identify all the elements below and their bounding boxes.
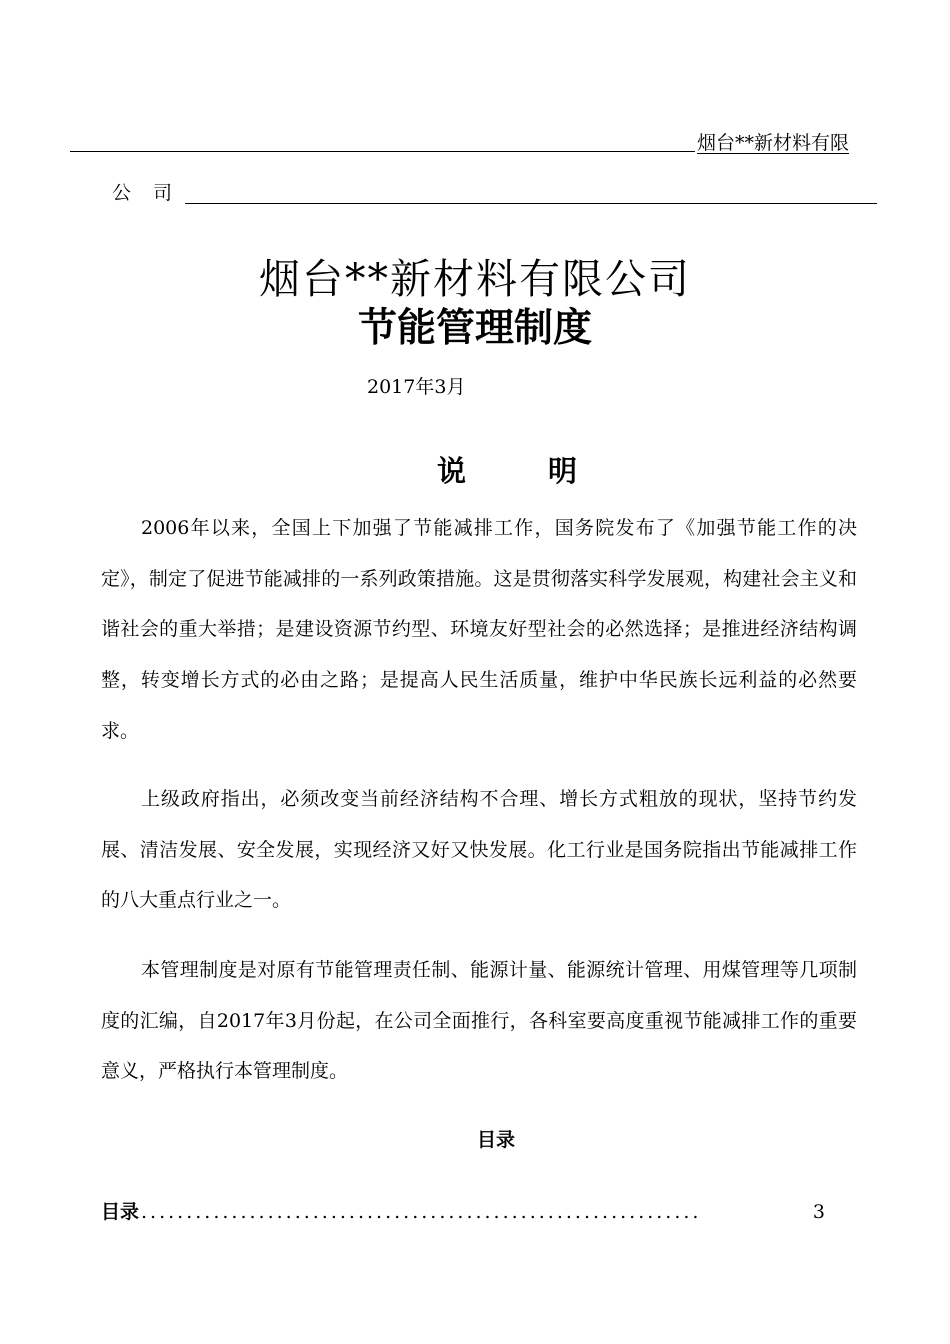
- running-header-company: 烟台**新材料有限: [697, 132, 850, 154]
- toc-entry-page-number: 3: [812, 1201, 825, 1223]
- toc-entry-label: 目录: [101, 1201, 140, 1223]
- document-title: 节能管理制度: [357, 306, 592, 351]
- body-paragraph: 本管理制度是对原有节能管理责任制、能源计量、能源统计管理、用煤管理等几项制度的汇编，自2017年3月份起，在公司全面推行，各科室要高度重视节能减排工作的重要意义，严格执行本管理制度。: [101, 959, 857, 1083]
- toc-entry[interactable]: [101, 1198, 825, 1226]
- document-date: 2017年3月: [367, 376, 466, 398]
- toc-entry-leader: ..............................................................: [141, 1201, 702, 1223]
- header-rule-top: [70, 151, 695, 152]
- section-heading: 说明: [437, 454, 660, 488]
- toc-heading: 目录: [476, 1129, 515, 1151]
- body-paragraph: 上级政府指出，必须改变当前经济结构不合理、增长方式粗放的现状，坚持节约发展、清洁发展、安全发展，实现经济又好又快发展。化工行业是国务院指出节能减排工作的八大重点行业之一。: [101, 788, 857, 912]
- header-rule-bottom: [185, 203, 877, 204]
- company-title: 烟台**新材料有限公司: [259, 255, 691, 303]
- running-header-company-continued: 公司: [112, 182, 195, 204]
- body-paragraph: 2006年以来，全国上下加强了节能减排工作，国务院发布了《加强节能工作的决定》，制定了促进节能减排的一系列政策措施。这是贯彻落实科学发展观，构建社会主义和谐社会的重大举措；是建设资源节约型、环境友好型社会的必然选择；是推进经济结构调整，转变增长方式的必由之路；是提高人民生活质量，维护中华民族长远利益的必然要求。: [101, 517, 857, 742]
